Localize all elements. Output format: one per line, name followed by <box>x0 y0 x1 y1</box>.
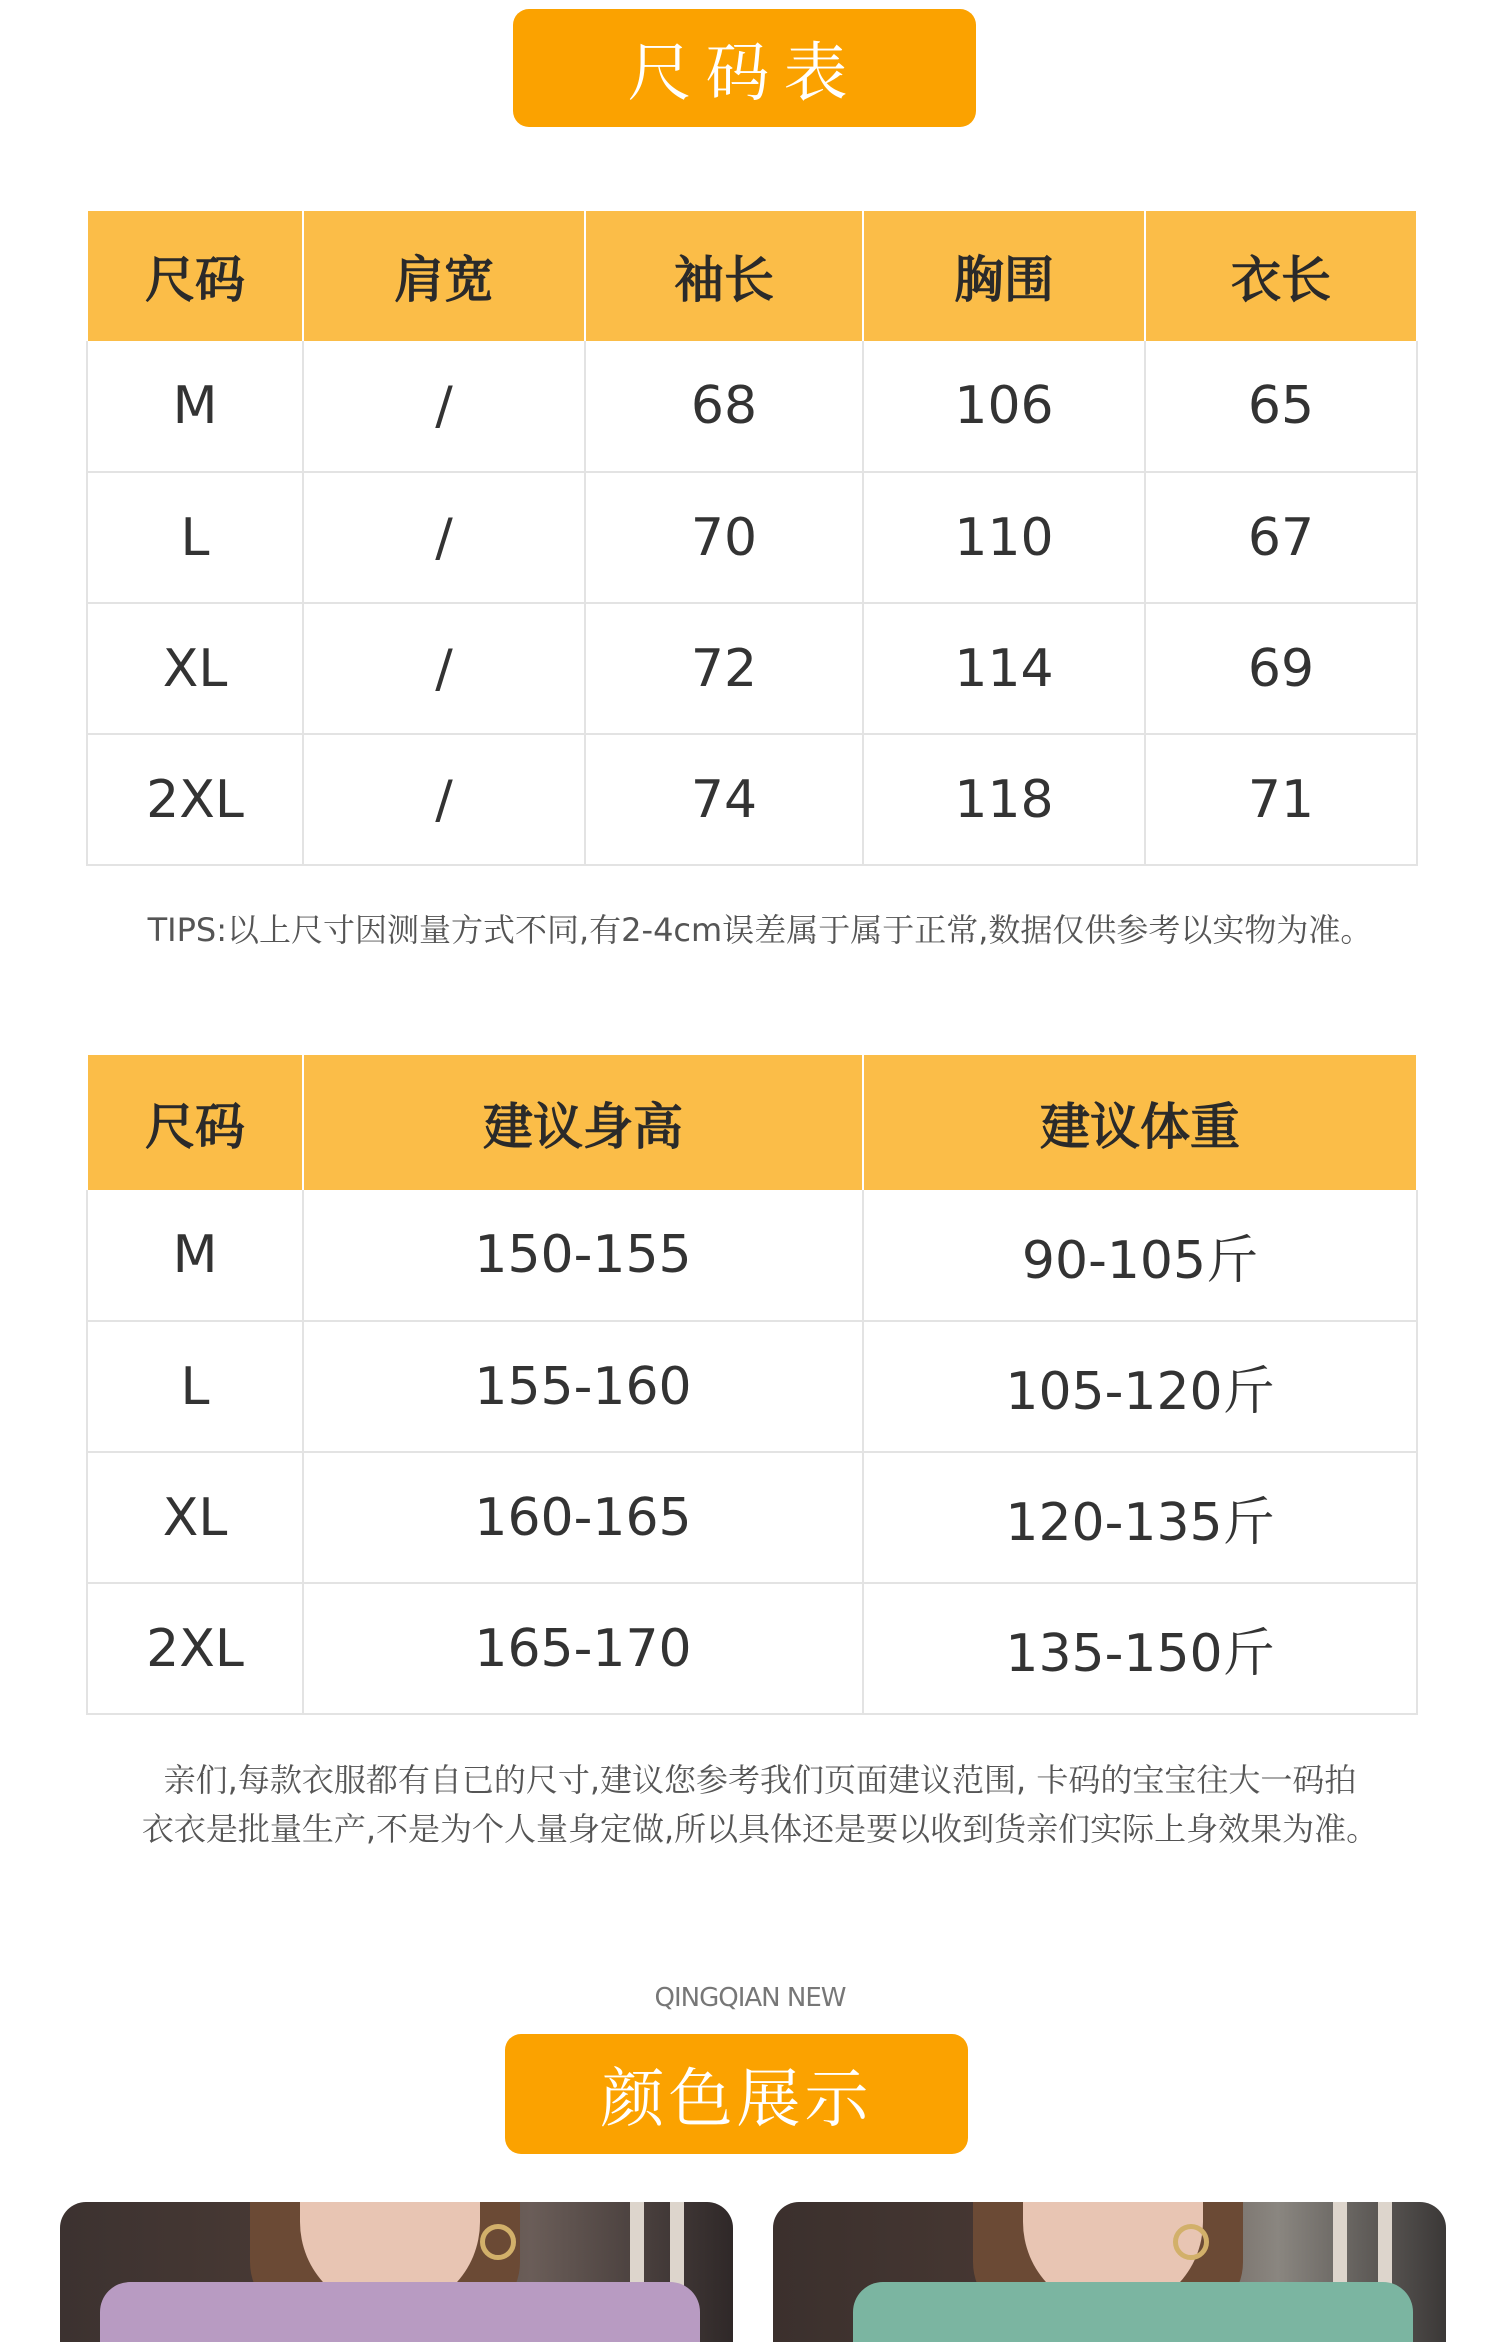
size-chart-title: 尺码表 <box>627 37 862 111</box>
header-sleeve: 袖长 <box>585 211 863 341</box>
cell-sleeve: 68 <box>585 341 863 472</box>
fit-note-line-1: 亲们,每款衣服都有自已的尺寸,建议您参考我们页面建议范围, 卡码的宝宝往大一码拍 <box>163 1761 1357 1799</box>
header-shoulder: 肩宽 <box>303 211 585 341</box>
cell-weight: 120-135斤 <box>863 1452 1417 1583</box>
brand-label: QINGQIAN NEW <box>654 1983 846 2013</box>
color-section-title: 颜色展示 <box>600 2063 873 2137</box>
cell-height: 155-160 <box>303 1321 863 1452</box>
cell-height: 165-170 <box>303 1583 863 1714</box>
header-height: 建议身高 <box>303 1055 863 1190</box>
table-row <box>87 603 1417 734</box>
cell-size: 2XL <box>87 734 303 865</box>
cell-bust: 114 <box>863 603 1145 734</box>
earring-icon <box>480 2224 516 2260</box>
header-bust: 胸围 <box>863 211 1145 341</box>
earring-icon <box>1173 2224 1209 2260</box>
size-chart-title-badge <box>513 9 976 127</box>
table-row <box>87 1583 1417 1714</box>
cell-sleeve: 74 <box>585 734 863 865</box>
cell-bust: 110 <box>863 472 1145 603</box>
color-photo-green[interactable] <box>773 2202 1446 2342</box>
cell-length: 65 <box>1145 341 1417 472</box>
fit-header-row <box>87 1055 1417 1190</box>
header-length: 衣长 <box>1145 211 1417 341</box>
cell-weight: 90-105斤 <box>863 1190 1417 1321</box>
header-size: 尺码 <box>87 211 303 341</box>
cell-bust: 118 <box>863 734 1145 865</box>
fit-note-line-2: 衣衣是批量生产,不是为个人量身定做,所以具体还是要以收到货亲们实际上身效果为准。 <box>141 1810 1379 1848</box>
cell-height: 150-155 <box>303 1190 863 1321</box>
table-row <box>87 734 1417 865</box>
header-weight: 建议体重 <box>863 1055 1417 1190</box>
cell-bust: 106 <box>863 341 1145 472</box>
table-row <box>87 341 1417 472</box>
table-row <box>87 1452 1417 1583</box>
cell-shoulder: / <box>303 341 585 472</box>
cell-size: 2XL <box>87 1583 303 1714</box>
cell-size: L <box>87 1321 303 1452</box>
tips-note: TIPS:以上尺寸因测量方式不同,有2-4cm误差属于属于正常,数据仅供参考以实物为准。 <box>147 911 1373 949</box>
table-row <box>87 1190 1417 1321</box>
measurement-table <box>86 211 1418 866</box>
fit-table <box>86 1055 1418 1715</box>
table-row <box>87 472 1417 603</box>
cell-size: M <box>87 1190 303 1321</box>
cell-size: M <box>87 341 303 472</box>
cell-size: XL <box>87 603 303 734</box>
cell-size: L <box>87 472 303 603</box>
measurement-header-row <box>87 211 1417 341</box>
color-photo-purple[interactable] <box>60 2202 733 2342</box>
table-row <box>87 1321 1417 1452</box>
cell-length: 69 <box>1145 603 1417 734</box>
cell-sleeve: 72 <box>585 603 863 734</box>
cell-size: XL <box>87 1452 303 1583</box>
header-size: 尺码 <box>87 1055 303 1190</box>
cell-length: 67 <box>1145 472 1417 603</box>
color-section-title-badge <box>505 2034 968 2154</box>
cell-shoulder: / <box>303 734 585 865</box>
cell-length: 71 <box>1145 734 1417 865</box>
cell-shoulder: / <box>303 472 585 603</box>
cell-weight: 135-150斤 <box>863 1583 1417 1714</box>
green-hoodie <box>853 2282 1413 2342</box>
cell-weight: 105-120斤 <box>863 1321 1417 1452</box>
cell-shoulder: / <box>303 603 585 734</box>
purple-hoodie <box>100 2282 700 2342</box>
cell-height: 160-165 <box>303 1452 863 1583</box>
cell-sleeve: 70 <box>585 472 863 603</box>
